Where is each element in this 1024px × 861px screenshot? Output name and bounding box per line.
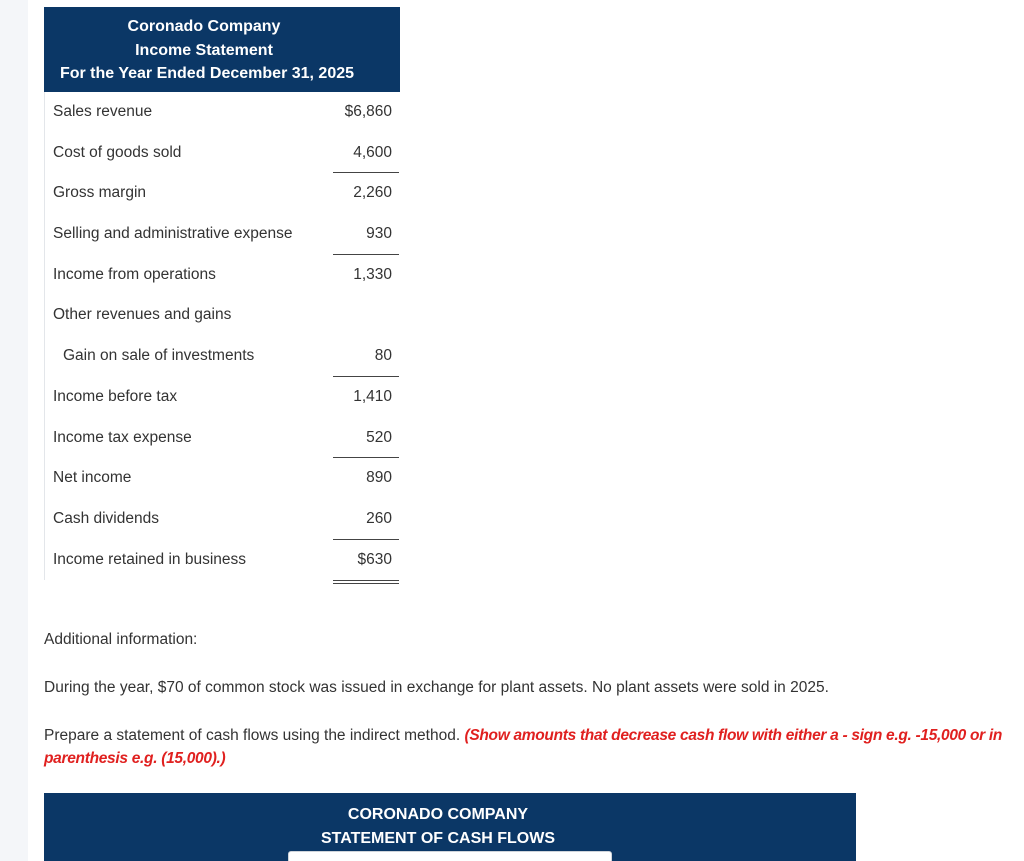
row-amount: 260: [366, 509, 392, 527]
additional-info-heading: Additional information:: [44, 631, 198, 648]
row-amount: 930: [366, 225, 392, 243]
row-label: Gain on sale of investments: [63, 347, 255, 365]
row-gain-on-sale-of-investments: [45, 336, 400, 377]
row-label: Income from operations: [53, 265, 216, 283]
row-label: Other revenues and gains: [53, 306, 232, 324]
statement-period: For the Year Ended December 31, 2025: [59, 65, 355, 82]
statement-title: Income Statement: [135, 41, 273, 59]
row-gross-margin: [45, 173, 400, 214]
company-name: Coronado Company: [127, 18, 281, 35]
row-amount: 4,600: [353, 143, 392, 161]
row-label: Cash dividends: [53, 509, 159, 527]
row-amount: $6,860: [344, 103, 392, 120]
row-amount: 2,260: [353, 184, 392, 202]
row-amount: 520: [366, 428, 392, 446]
row-other-revenues-gains: [45, 295, 400, 336]
row-income-from-operations: [45, 255, 400, 296]
cf-company-name: CORONADO COMPANY: [347, 806, 529, 823]
row-label: Selling and administrative expense: [53, 225, 293, 243]
row-amount: 890: [366, 469, 392, 487]
row-amount: 80: [374, 347, 392, 365]
row-label: Income before tax: [53, 387, 178, 405]
row-label: Sales revenue: [53, 103, 153, 120]
row-income-tax-expense: [45, 418, 400, 459]
additional-info-paragraph: During the year, $70 of common stock was issued in exchange for plant assets. No plant assets were sold in 2025.: [44, 679, 829, 696]
row-cost-of-goods-sold: [45, 133, 400, 174]
row-amount: 1,410: [353, 387, 392, 405]
row-label: Net income: [53, 469, 132, 487]
row-net-income: [45, 458, 400, 499]
row-label: Cost of goods sold: [53, 143, 182, 161]
row-sales-revenue: [45, 92, 400, 133]
income-statement-header: [44, 7, 400, 92]
cf-statement-title: STATEMENT OF CASH FLOWS: [320, 829, 556, 847]
income-statement-table: [44, 92, 400, 580]
instructions-paragraph: [44, 724, 1019, 770]
row-selling-admin-expense: [45, 214, 400, 255]
instructions-text: Prepare a statement of cash flows using the indirect method.: [44, 727, 465, 744]
left-gutter: [0, 0, 28, 861]
row-label: Gross margin: [53, 184, 147, 202]
period-select[interactable]: [288, 851, 612, 861]
row-label: Income tax expense: [53, 428, 192, 446]
double-underline: [333, 580, 399, 584]
row-income-retained-in-business: [45, 540, 400, 581]
row-income-before-tax: [45, 377, 400, 418]
row-label: Income retained in business: [53, 550, 247, 568]
row-amount: $630: [357, 550, 392, 568]
row-amount: 1,330: [353, 265, 392, 283]
instructions-note: (Show amounts that decrease cash flow with either a - sign e.g. -15,000 or in parenthesis e.g. (15,000).): [44, 727, 1003, 767]
row-cash-dividends: [45, 499, 400, 540]
